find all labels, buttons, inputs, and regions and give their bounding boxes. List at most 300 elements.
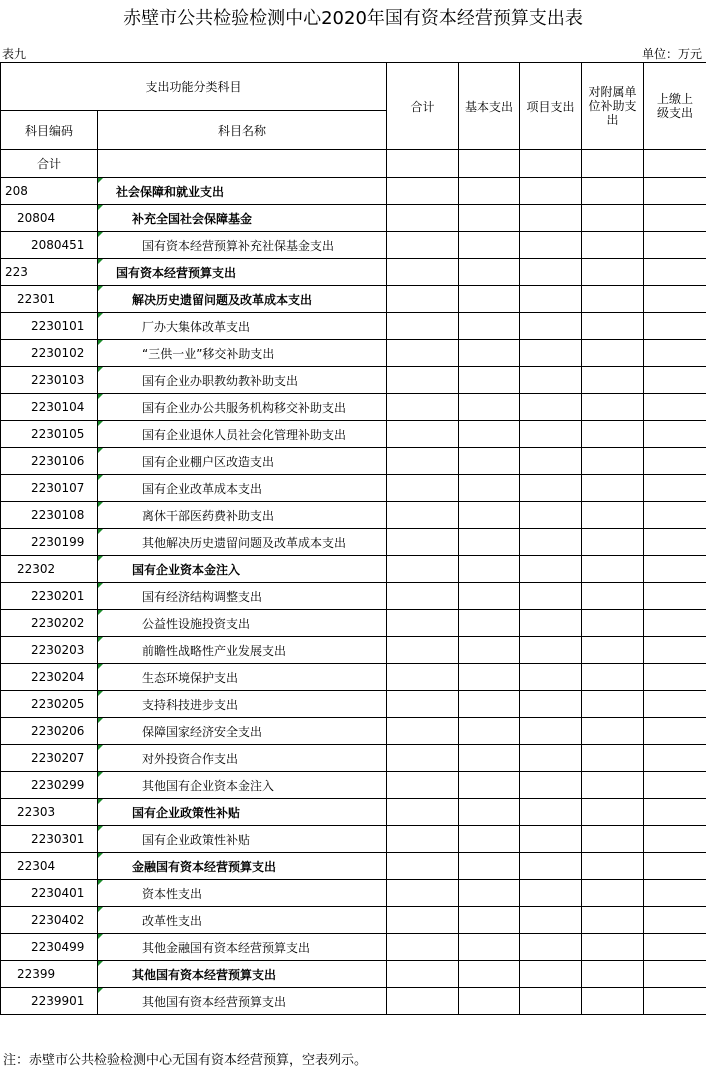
upper-value-cell xyxy=(644,637,706,664)
basic-value-cell xyxy=(459,529,520,556)
table-row xyxy=(1,178,706,205)
subject-name xyxy=(98,367,387,394)
cell-flag-icon xyxy=(98,934,103,939)
subject-code: 2230499 xyxy=(1,934,98,961)
project-value-cell xyxy=(520,961,582,988)
subject-name-text: 离休干部医药费补助支出 xyxy=(142,508,275,523)
subsidy-value-cell xyxy=(582,637,644,664)
subject-name xyxy=(98,556,387,583)
upper-value-cell xyxy=(644,340,706,367)
table-row xyxy=(1,718,706,745)
subsidy-value-cell xyxy=(582,880,644,907)
subsidy-value-cell xyxy=(582,286,644,313)
subsidy-value-cell xyxy=(582,178,644,205)
basic-value-cell xyxy=(459,691,520,718)
project-value-cell xyxy=(520,286,582,313)
cell-flag-icon xyxy=(98,448,103,453)
subject-name xyxy=(98,583,387,610)
subject-name-text: 改革性支出 xyxy=(142,913,203,928)
upper-value-cell xyxy=(644,502,706,529)
subject-name-text: 资本性支出 xyxy=(142,886,203,901)
total-value-cell xyxy=(387,988,459,1015)
subject-name-text: 国有企业棚户区改造支出 xyxy=(142,454,275,469)
total-value-cell xyxy=(387,691,459,718)
basic-value-cell xyxy=(459,232,520,259)
basic-value-cell xyxy=(459,286,520,313)
project-value-cell xyxy=(520,340,582,367)
subject-code: 223 xyxy=(1,259,98,286)
subject-name xyxy=(98,691,387,718)
upper-value-cell xyxy=(644,718,706,745)
subject-code: 2230204 xyxy=(1,664,98,691)
subsidy-value-cell xyxy=(582,907,644,934)
total-value-cell xyxy=(387,718,459,745)
total-value-cell xyxy=(387,475,459,502)
subject-name-text: 国有资本经营预算补充社保基金支出 xyxy=(142,238,335,253)
subject-code: 2230401 xyxy=(1,880,98,907)
cell-flag-icon xyxy=(98,610,103,615)
upper-value-cell xyxy=(644,150,706,178)
cell-flag-icon xyxy=(98,232,103,237)
subsidy-value-cell xyxy=(582,934,644,961)
total-value-cell xyxy=(387,150,459,178)
basic-value-cell xyxy=(459,502,520,529)
subject-code: 2230105 xyxy=(1,421,98,448)
cell-flag-icon xyxy=(98,529,103,534)
project-value-cell xyxy=(520,448,582,475)
subject-name-text: 对外投资合作支出 xyxy=(142,751,239,766)
subject-name-text: 其他国有资本经营预算支出 xyxy=(142,994,287,1009)
upper-value-cell xyxy=(644,583,706,610)
project-value-cell xyxy=(520,691,582,718)
table-row xyxy=(1,232,706,259)
subsidy-value-cell xyxy=(582,772,644,799)
total-value-cell xyxy=(387,232,459,259)
subject-code: 2230103 xyxy=(1,367,98,394)
subject-name-text: 社会保障和就业支出 xyxy=(116,184,225,199)
upper-value-cell xyxy=(644,853,706,880)
subject-code: 2230207 xyxy=(1,745,98,772)
table-row xyxy=(1,988,706,1015)
upper-value-cell xyxy=(644,961,706,988)
total-value-cell xyxy=(387,394,459,421)
subject-name xyxy=(98,232,387,259)
upper-value-cell xyxy=(644,475,706,502)
basic-value-cell xyxy=(459,150,520,178)
project-value-cell xyxy=(520,799,582,826)
basic-value-cell xyxy=(459,772,520,799)
subsidy-value-cell xyxy=(582,259,644,286)
basic-value-cell xyxy=(459,259,520,286)
subject-name-text: 国有经济结构调整支出 xyxy=(142,589,263,604)
subsidy-value-cell xyxy=(582,475,644,502)
cell-flag-icon xyxy=(98,259,103,264)
total-value-cell xyxy=(387,529,459,556)
header-category: 支出功能分类科目 xyxy=(1,63,387,111)
basic-value-cell xyxy=(459,475,520,502)
cell-flag-icon xyxy=(98,799,103,804)
subject-name xyxy=(98,178,387,205)
subject-code: 2230201 xyxy=(1,583,98,610)
subject-name xyxy=(98,988,387,1015)
cell-flag-icon xyxy=(98,826,103,831)
total-value-cell xyxy=(387,853,459,880)
cell-flag-icon xyxy=(98,664,103,669)
total-value-cell xyxy=(387,664,459,691)
subsidy-value-cell xyxy=(582,826,644,853)
upper-value-cell xyxy=(644,367,706,394)
subsidy-value-cell xyxy=(582,367,644,394)
table-row xyxy=(1,934,706,961)
upper-value-cell xyxy=(644,745,706,772)
cell-flag-icon xyxy=(98,205,103,210)
subject-name-text: 补充全国社会保障基金 xyxy=(132,211,253,226)
subject-code: 20804 xyxy=(1,205,98,232)
total-value-cell xyxy=(387,799,459,826)
total-value-cell xyxy=(387,178,459,205)
subsidy-value-cell xyxy=(582,799,644,826)
subject-code: 2230202 xyxy=(1,610,98,637)
table-row xyxy=(1,880,706,907)
expenditure-table xyxy=(0,62,706,1015)
basic-value-cell xyxy=(459,448,520,475)
table-row xyxy=(1,421,706,448)
project-value-cell xyxy=(520,583,582,610)
subject-code: 2080451 xyxy=(1,232,98,259)
subject-code: 22301 xyxy=(1,286,98,313)
upper-value-cell xyxy=(644,610,706,637)
total-value-cell xyxy=(387,340,459,367)
basic-value-cell xyxy=(459,880,520,907)
table-row xyxy=(1,826,706,853)
project-value-cell xyxy=(520,664,582,691)
subject-code: 22302 xyxy=(1,556,98,583)
subject-name xyxy=(98,502,387,529)
basic-value-cell xyxy=(459,664,520,691)
project-value-cell xyxy=(520,988,582,1015)
subject-code: 2230203 xyxy=(1,637,98,664)
basic-value-cell xyxy=(459,556,520,583)
upper-value-cell xyxy=(644,529,706,556)
subject-code: 2230106 xyxy=(1,448,98,475)
subject-code: 2239901 xyxy=(1,988,98,1015)
basic-value-cell xyxy=(459,637,520,664)
table-row xyxy=(1,367,706,394)
unit-label: 单位：万元 xyxy=(641,47,702,61)
basic-value-cell xyxy=(459,313,520,340)
cell-flag-icon xyxy=(98,475,103,480)
header-basic: 基本支出 xyxy=(459,63,520,150)
total-value-cell xyxy=(387,367,459,394)
total-value-cell xyxy=(387,745,459,772)
subject-code: 22303 xyxy=(1,799,98,826)
project-value-cell xyxy=(520,556,582,583)
table-row xyxy=(1,394,706,421)
cell-flag-icon xyxy=(98,502,103,507)
subject-name-text: 支持科技进步支出 xyxy=(142,697,239,712)
subject-name-text: 国有企业政策性补贴 xyxy=(142,832,251,847)
upper-value-cell xyxy=(644,259,706,286)
upper-value-cell xyxy=(644,205,706,232)
subsidy-value-cell xyxy=(582,961,644,988)
subject-name xyxy=(98,421,387,448)
upper-value-cell xyxy=(644,988,706,1015)
sheet-number: 表九 xyxy=(2,47,27,61)
total-value-cell xyxy=(387,880,459,907)
subsidy-value-cell xyxy=(582,421,644,448)
total-value-cell xyxy=(387,583,459,610)
cell-flag-icon xyxy=(98,988,103,993)
table-row xyxy=(1,907,706,934)
basic-value-cell xyxy=(459,178,520,205)
subject-code: 2230107 xyxy=(1,475,98,502)
project-value-cell xyxy=(520,934,582,961)
basic-value-cell xyxy=(459,205,520,232)
basic-value-cell xyxy=(459,583,520,610)
subject-name xyxy=(98,394,387,421)
project-value-cell xyxy=(520,367,582,394)
subject-name-text: 厂办大集体改革支出 xyxy=(142,319,251,334)
project-value-cell xyxy=(520,232,582,259)
subject-name xyxy=(98,853,387,880)
total-value-cell xyxy=(387,772,459,799)
subject-code: 2230301 xyxy=(1,826,98,853)
table-row xyxy=(1,475,706,502)
cell-flag-icon xyxy=(98,745,103,750)
basic-value-cell xyxy=(459,718,520,745)
project-value-cell xyxy=(520,475,582,502)
basic-value-cell xyxy=(459,799,520,826)
table-row xyxy=(1,502,706,529)
project-value-cell xyxy=(520,772,582,799)
subject-name xyxy=(98,259,387,286)
subject-name-text: 前瞻性战略性产业发展支出 xyxy=(142,643,287,658)
subject-code: 2230104 xyxy=(1,394,98,421)
table-row xyxy=(1,556,706,583)
project-value-cell xyxy=(520,394,582,421)
total-value-cell xyxy=(387,205,459,232)
basic-value-cell xyxy=(459,745,520,772)
subject-name-text: 其他金融国有资本经营预算支出 xyxy=(142,940,311,955)
table-row xyxy=(1,961,706,988)
upper-value-cell xyxy=(644,286,706,313)
table-row xyxy=(1,610,706,637)
header-subsidy: 对附属单位补助支出 xyxy=(582,63,644,150)
subsidy-value-cell xyxy=(582,745,644,772)
project-value-cell xyxy=(520,880,582,907)
upper-value-cell xyxy=(644,799,706,826)
subject-name xyxy=(98,799,387,826)
basic-value-cell xyxy=(459,988,520,1015)
cell-flag-icon xyxy=(98,772,103,777)
table-row xyxy=(1,340,706,367)
subject-name xyxy=(98,961,387,988)
project-value-cell xyxy=(520,907,582,934)
cell-flag-icon xyxy=(98,313,103,318)
basic-value-cell xyxy=(459,961,520,988)
header-code: 科目编码 xyxy=(1,111,98,150)
upper-value-cell xyxy=(644,421,706,448)
subject-name xyxy=(98,826,387,853)
cell-flag-icon xyxy=(98,286,103,291)
table-row xyxy=(1,853,706,880)
cell-flag-icon xyxy=(98,718,103,723)
table-row xyxy=(1,448,706,475)
cell-flag-icon xyxy=(98,367,103,372)
total-value-cell xyxy=(387,556,459,583)
subsidy-value-cell xyxy=(582,610,644,637)
subject-name-text: 国有企业办职教幼教补助支出 xyxy=(142,373,299,388)
subject-name xyxy=(98,718,387,745)
subject-name-text: 公益性设施投资支出 xyxy=(142,616,251,631)
upper-value-cell xyxy=(644,556,706,583)
table-row xyxy=(1,799,706,826)
table-row xyxy=(1,259,706,286)
total-row xyxy=(1,150,706,178)
table-row xyxy=(1,637,706,664)
subject-code: 2230402 xyxy=(1,907,98,934)
subsidy-value-cell xyxy=(582,691,644,718)
upper-value-cell xyxy=(644,664,706,691)
subsidy-value-cell xyxy=(582,394,644,421)
upper-value-cell xyxy=(644,394,706,421)
subject-name-text: 国有企业办公共服务机构移交补助支出 xyxy=(142,400,347,415)
basic-value-cell xyxy=(459,394,520,421)
total-value-cell xyxy=(387,286,459,313)
project-value-cell xyxy=(520,529,582,556)
subject-name xyxy=(98,880,387,907)
header-upper: 上缴上级支出 xyxy=(644,63,706,150)
upper-value-cell xyxy=(644,313,706,340)
basic-value-cell xyxy=(459,826,520,853)
subsidy-value-cell xyxy=(582,448,644,475)
subject-name xyxy=(98,286,387,313)
project-value-cell xyxy=(520,745,582,772)
total-value-cell xyxy=(387,421,459,448)
cell-flag-icon xyxy=(98,880,103,885)
subject-name-text: 国有企业退休人员社会化管理补助支出 xyxy=(142,427,347,442)
project-value-cell xyxy=(520,853,582,880)
upper-value-cell xyxy=(644,907,706,934)
subject-name-text: 国有企业改革成本支出 xyxy=(142,481,263,496)
subject-code: 2230108 xyxy=(1,502,98,529)
subject-name xyxy=(98,772,387,799)
subject-code: 2230205 xyxy=(1,691,98,718)
project-value-cell xyxy=(520,150,582,178)
upper-value-cell xyxy=(644,448,706,475)
subject-code: 2230102 xyxy=(1,340,98,367)
upper-value-cell xyxy=(644,826,706,853)
upper-value-cell xyxy=(644,934,706,961)
upper-value-cell xyxy=(644,880,706,907)
cell-flag-icon xyxy=(98,691,103,696)
subject-name-text: 其他解决历史遗留问题及改革成本支出 xyxy=(142,535,347,550)
subject-name xyxy=(98,205,387,232)
basic-value-cell xyxy=(459,340,520,367)
cell-flag-icon xyxy=(98,340,103,345)
table-row xyxy=(1,313,706,340)
subject-name-text: 国有企业政策性补贴 xyxy=(132,805,241,820)
subsidy-value-cell xyxy=(582,340,644,367)
subject-name xyxy=(98,448,387,475)
cell-flag-icon xyxy=(98,637,103,642)
subsidy-value-cell xyxy=(582,853,644,880)
upper-value-cell xyxy=(644,232,706,259)
subsidy-value-cell xyxy=(582,529,644,556)
subsidy-value-cell xyxy=(582,313,644,340)
total-name-cell xyxy=(98,150,387,178)
project-value-cell xyxy=(520,259,582,286)
total-value-cell xyxy=(387,907,459,934)
total-value-cell xyxy=(387,934,459,961)
cell-flag-icon xyxy=(98,394,103,399)
subject-code: 2230206 xyxy=(1,718,98,745)
subject-name xyxy=(98,745,387,772)
cell-flag-icon xyxy=(98,583,103,588)
subsidy-value-cell xyxy=(582,232,644,259)
total-value-cell xyxy=(387,502,459,529)
project-value-cell xyxy=(520,421,582,448)
subject-name xyxy=(98,475,387,502)
subject-name xyxy=(98,313,387,340)
project-value-cell xyxy=(520,826,582,853)
subject-code: 22399 xyxy=(1,961,98,988)
subsidy-value-cell xyxy=(582,718,644,745)
table-row xyxy=(1,286,706,313)
subject-name-text: 其他国有企业资本金注入 xyxy=(142,778,275,793)
subsidy-value-cell xyxy=(582,205,644,232)
subject-code: 2230199 xyxy=(1,529,98,556)
cell-flag-icon xyxy=(98,421,103,426)
cell-flag-icon xyxy=(98,556,103,561)
subject-code: 22304 xyxy=(1,853,98,880)
subject-name-text: 保障国家经济安全支出 xyxy=(142,724,263,739)
project-value-cell xyxy=(520,178,582,205)
total-label: 合计 xyxy=(1,150,98,178)
subsidy-value-cell xyxy=(582,502,644,529)
project-value-cell xyxy=(520,502,582,529)
subsidy-value-cell xyxy=(582,556,644,583)
upper-value-cell xyxy=(644,772,706,799)
total-value-cell xyxy=(387,448,459,475)
subject-name xyxy=(98,664,387,691)
cell-flag-icon xyxy=(98,853,103,858)
subject-name-text: “三供一业”移交补助支出 xyxy=(142,346,275,361)
footnote: 注：赤壁市公共检验检测中心无国有资本经营预算，空表列示。 xyxy=(3,1053,368,1068)
table-row xyxy=(1,205,706,232)
subject-name xyxy=(98,907,387,934)
subject-name-text: 生态环境保护支出 xyxy=(142,670,239,685)
table-row xyxy=(1,772,706,799)
total-value-cell xyxy=(387,961,459,988)
subsidy-value-cell xyxy=(582,664,644,691)
subject-name xyxy=(98,934,387,961)
table-row xyxy=(1,529,706,556)
subject-name xyxy=(98,610,387,637)
basic-value-cell xyxy=(459,610,520,637)
project-value-cell xyxy=(520,637,582,664)
header-name: 科目名称 xyxy=(98,111,387,150)
total-value-cell xyxy=(387,637,459,664)
total-value-cell xyxy=(387,313,459,340)
subsidy-value-cell xyxy=(582,988,644,1015)
upper-value-cell xyxy=(644,178,706,205)
page-title: 赤壁市公共检验检测中心2020年国有资本经营预算支出表 xyxy=(123,8,583,29)
cell-flag-icon xyxy=(98,178,103,183)
subject-name-text: 解决历史遗留问题及改革成本支出 xyxy=(132,292,313,307)
upper-value-cell xyxy=(644,691,706,718)
subject-name-text: 国有资本经营预算支出 xyxy=(116,265,237,280)
